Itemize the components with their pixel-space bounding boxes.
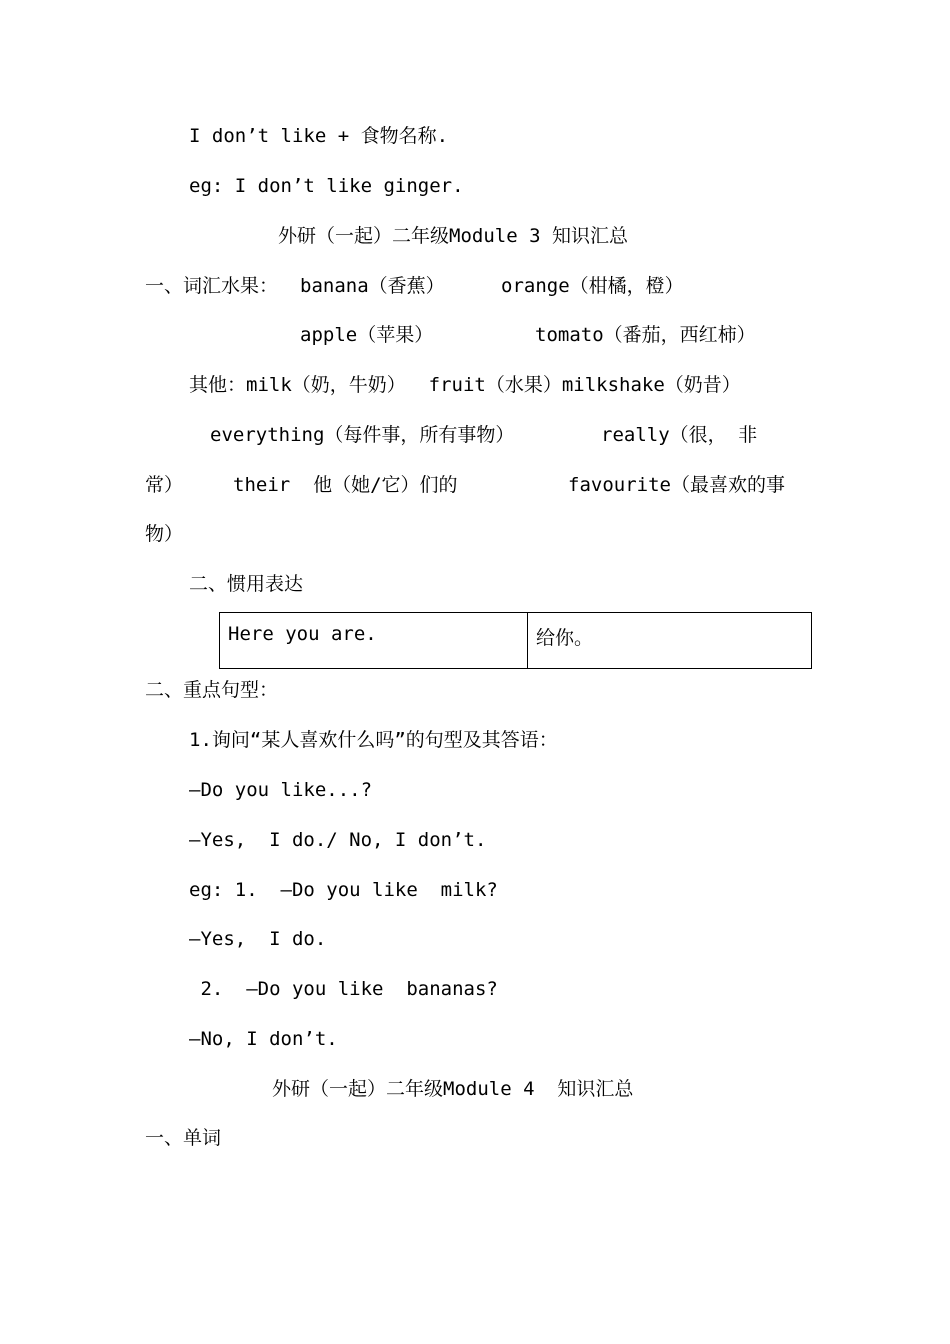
text-line: eg: I don’t like ginger. [189, 175, 464, 197]
vocab-chang: 常） [145, 474, 184, 496]
vocab-favourite: favourite（最喜欢的事 [568, 474, 785, 496]
table-cell-chinese: 给你。 [528, 613, 812, 669]
vocab-their: their 他（她/它）们的 [233, 474, 458, 496]
table-cell-english: Here you are. [220, 613, 528, 669]
section-key-patterns: 二、重点句型： [145, 679, 279, 701]
text-line: —No, I don’t. [189, 1028, 338, 1050]
text-line: 2. —Do you like bananas? [189, 978, 498, 1000]
vocab-wu: 物） [145, 523, 184, 545]
vocab-everything: everything（每件事，所有事物） [210, 424, 515, 446]
text-line: eg: 1. —Do you like milk? [189, 879, 498, 901]
section-title-module4: 外研（一起）二年级Module 4 知识汇总 [272, 1078, 634, 1100]
expressions-table [219, 612, 812, 669]
vocab-really: really（很， 非 [601, 424, 758, 446]
vocab-orange: orange（柑橘，橙） [501, 275, 684, 297]
text-line: —Yes, I do. [189, 928, 327, 950]
text-line: I don’t like + 食物名称. [189, 125, 449, 147]
table-row [220, 613, 812, 669]
vocab-label: 一、词汇水果： [145, 275, 279, 297]
vocab-tomato: tomato（番茄，西红柿） [535, 324, 756, 346]
vocab-others: 其他：milk（奶，牛奶） fruit（水果）milkshake（奶昔） [189, 374, 741, 396]
vocab-banana: banana（香蕉） [300, 275, 445, 297]
text-line: —Yes, I do./ No, I don’t. [189, 829, 487, 851]
text-line: 1.询问“某人喜欢什么吗”的句型及其答语： [189, 729, 558, 751]
vocab-apple: apple（苹果） [300, 324, 434, 346]
section-expressions: 二、惯用表达 [189, 573, 304, 595]
section-title-module3: 外研（一起）二年级Module 3 知识汇总 [278, 225, 628, 247]
section-words: 一、单词 [145, 1127, 222, 1149]
text-line: —Do you like...? [189, 779, 373, 801]
